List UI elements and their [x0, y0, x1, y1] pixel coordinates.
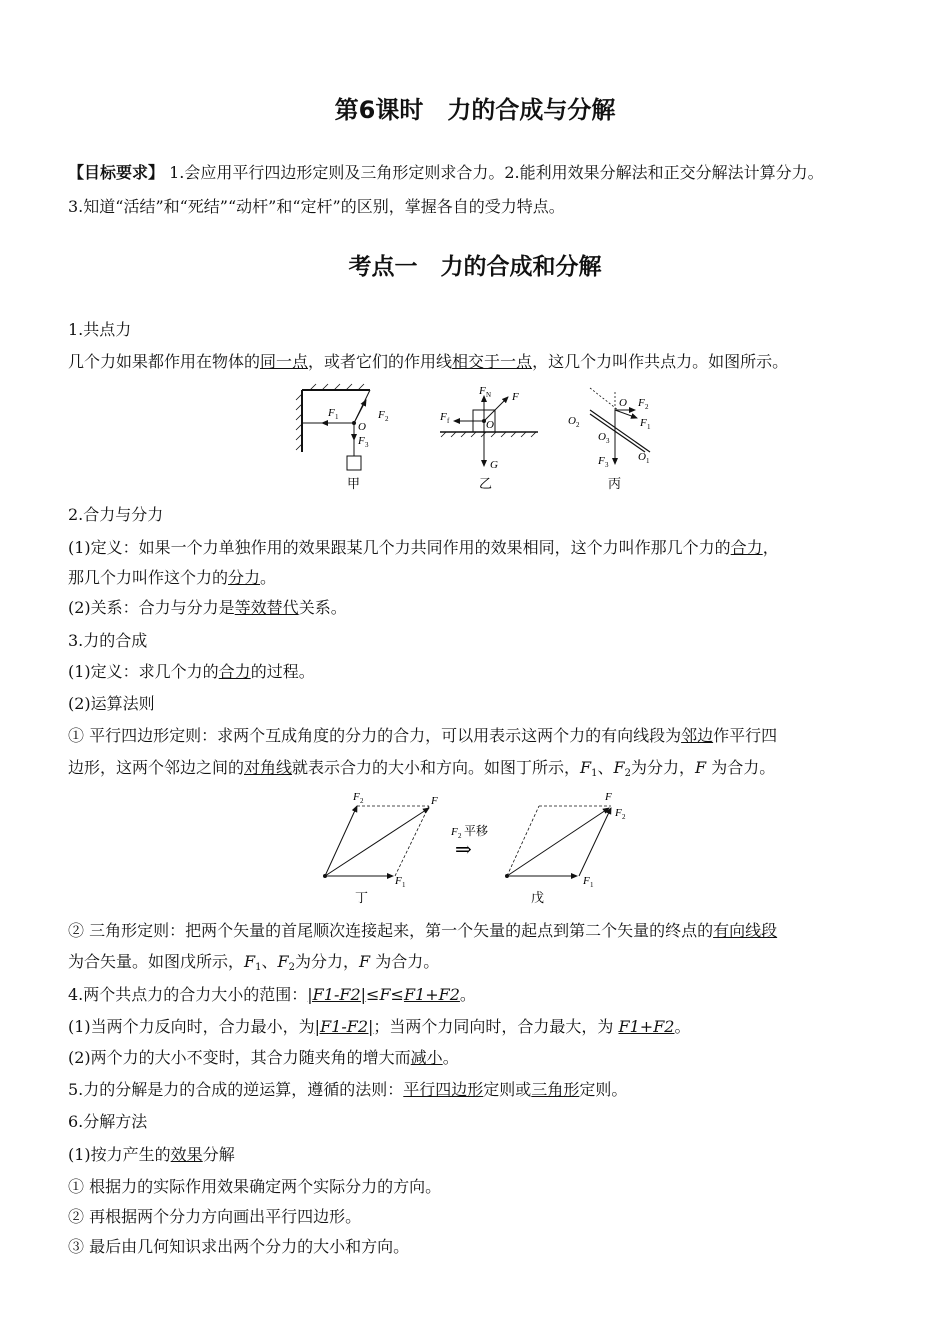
- svg-text:F: F: [451, 826, 458, 838]
- figure-yi: [439, 385, 538, 491]
- heading-methods: 6.分解方法: [68, 1112, 148, 1131]
- parallelogram-rule-1: ① 平行四边形定则：求两个互成角度的分力的合力，可以用表示这两个力的有向线段为邻边作平行四: [68, 726, 778, 745]
- parallelogram-rule-2: 边形，这两个邻边之间的对角线就表示合力的大小和方向。如图丁所示，$F_1$、$F_2$为分力，F 为合力。: [68, 758, 776, 779]
- svg-text:F: F: [395, 875, 402, 887]
- svg-text:2: 2: [385, 415, 389, 423]
- svg-text:G: G: [490, 459, 498, 471]
- figure-translate-note: [450, 824, 488, 861]
- svg-text:3: 3: [365, 441, 369, 449]
- svg-text:O: O: [486, 419, 494, 431]
- svg-text:1: 1: [335, 413, 339, 421]
- coplanar-definition: 几个力如果都作用在物体的同一点，或者它们的作用线相交于一点，这几个力叫作共点力。如图所示。: [68, 352, 789, 371]
- svg-text:F: F: [640, 417, 647, 429]
- svg-text:3: 3: [606, 437, 610, 445]
- figure-coplanar-forces: [290, 380, 690, 495]
- svg-text:O: O: [638, 451, 646, 463]
- svg-text:1: 1: [647, 423, 651, 431]
- label-wu: 戊: [531, 890, 545, 905]
- resultant-range: 4.两个共点力的合力大小的范围：|F1-F2|≤F≤F1+F2。: [68, 985, 476, 1004]
- label-jia: 甲: [347, 476, 361, 491]
- resultant-angle: (2)两个力的大小不变时，其合力随夹角的增大而减小。: [68, 1048, 459, 1067]
- composition-definition: (1)定义：求几个力的合力的过程。: [68, 662, 315, 681]
- heading-composition: 3.力的合成: [68, 631, 148, 650]
- svg-text:⇒: ⇒: [455, 839, 472, 861]
- svg-text:1: 1: [646, 457, 650, 465]
- method-effect: (1)按力产生的效果分解: [68, 1145, 235, 1164]
- svg-text:O: O: [568, 415, 576, 427]
- method-step-2: ② 再根据两个分力方向画出平行四边形。: [68, 1207, 362, 1226]
- triangle-rule-1: ② 三角形定则：把两个矢量的首尾顺次连接起来，第一个矢量的起点到第二个矢量的终点的有向线段: [68, 921, 778, 940]
- decomposition-rule: 5.力的分解是力的合成的逆运算，遵循的法则：平行四边形定则或三角形定则。: [68, 1080, 628, 1099]
- label-yi: 乙: [479, 476, 493, 491]
- resultant-min-max: (1)当两个力反向时，合力最小，为|F1-F2|；当两个力同向时，合力最大，为 F1+F2。: [68, 1017, 691, 1036]
- svg-text:O: O: [598, 431, 606, 443]
- svg-text:f: f: [447, 417, 450, 425]
- triangle-rule-2: 为合矢量。如图戊所示，$F_1$、$F_2$为分力，F 为合力。: [68, 952, 440, 973]
- svg-text:F: F: [605, 791, 612, 803]
- heading-coplanar-forces: 1.共点力: [68, 320, 132, 339]
- svg-text:F: F: [353, 791, 360, 803]
- resultant-definition-2: 那几个力叫作这个力的分力。: [68, 568, 277, 587]
- svg-text:F: F: [431, 795, 438, 807]
- page-title: 第6课时 力的合成与分解: [334, 96, 616, 124]
- figure-jia: [296, 384, 389, 491]
- svg-text:2: 2: [458, 832, 462, 840]
- svg-text:2: 2: [645, 403, 649, 411]
- svg-text:F: F: [358, 435, 365, 447]
- svg-text:2: 2: [360, 797, 364, 805]
- svg-text:O: O: [358, 421, 366, 433]
- svg-text:1: 1: [590, 881, 594, 889]
- heading-resultant: 2.合力与分力: [68, 505, 164, 524]
- section-title: 考点一 力的合成和分解: [348, 254, 602, 280]
- rules-heading: (2)运算法则: [68, 694, 155, 713]
- figure-bing: [568, 388, 651, 491]
- svg-text:F: F: [615, 807, 622, 819]
- svg-text:F: F: [638, 397, 645, 409]
- method-step-1: ① 根据力的实际作用效果确定两个实际分力的方向。: [68, 1177, 442, 1196]
- svg-text:F: F: [440, 411, 447, 423]
- svg-text:F: F: [328, 407, 335, 419]
- svg-text:2: 2: [576, 421, 580, 429]
- svg-text:N: N: [486, 391, 492, 399]
- method-step-3: ③ 最后由几何知识求出两个分力的大小和方向。: [68, 1237, 410, 1256]
- svg-text:F: F: [583, 875, 590, 887]
- goals-label: 【目标要求】: [68, 163, 165, 182]
- resultant-relation: (2)关系：合力与分力是等效替代关系。: [68, 598, 347, 617]
- svg-text:平移: 平移: [464, 824, 489, 838]
- svg-text:F: F: [512, 391, 519, 403]
- label-bing: 丙: [608, 476, 622, 491]
- figure-wu: [505, 791, 626, 905]
- figure-ding: [323, 791, 438, 905]
- svg-text:3: 3: [605, 461, 609, 469]
- svg-text:O: O: [619, 397, 627, 409]
- figure-composition-rules: [315, 788, 645, 910]
- goals-line-1: 【目标要求】 1.会应用平行四边形定则及三角形定则求合力。2.能利用效果分解法和正交分解法计算分力。: [68, 163, 824, 182]
- resultant-definition-1: (1)定义：如果一个力单独作用的效果跟某几个力共同作用的效果相同，这个力叫作那几个力的合力，: [68, 538, 779, 557]
- svg-text:2: 2: [622, 813, 626, 821]
- svg-text:F: F: [378, 409, 385, 421]
- label-ding: 丁: [355, 890, 369, 905]
- svg-text:F: F: [598, 455, 605, 467]
- goals-line-2: 3.知道“活结”和“死结”“动杆”和“定杆”的区别，掌握各自的受力特点。: [68, 197, 565, 216]
- svg-text:F: F: [479, 385, 486, 397]
- svg-text:1: 1: [402, 881, 406, 889]
